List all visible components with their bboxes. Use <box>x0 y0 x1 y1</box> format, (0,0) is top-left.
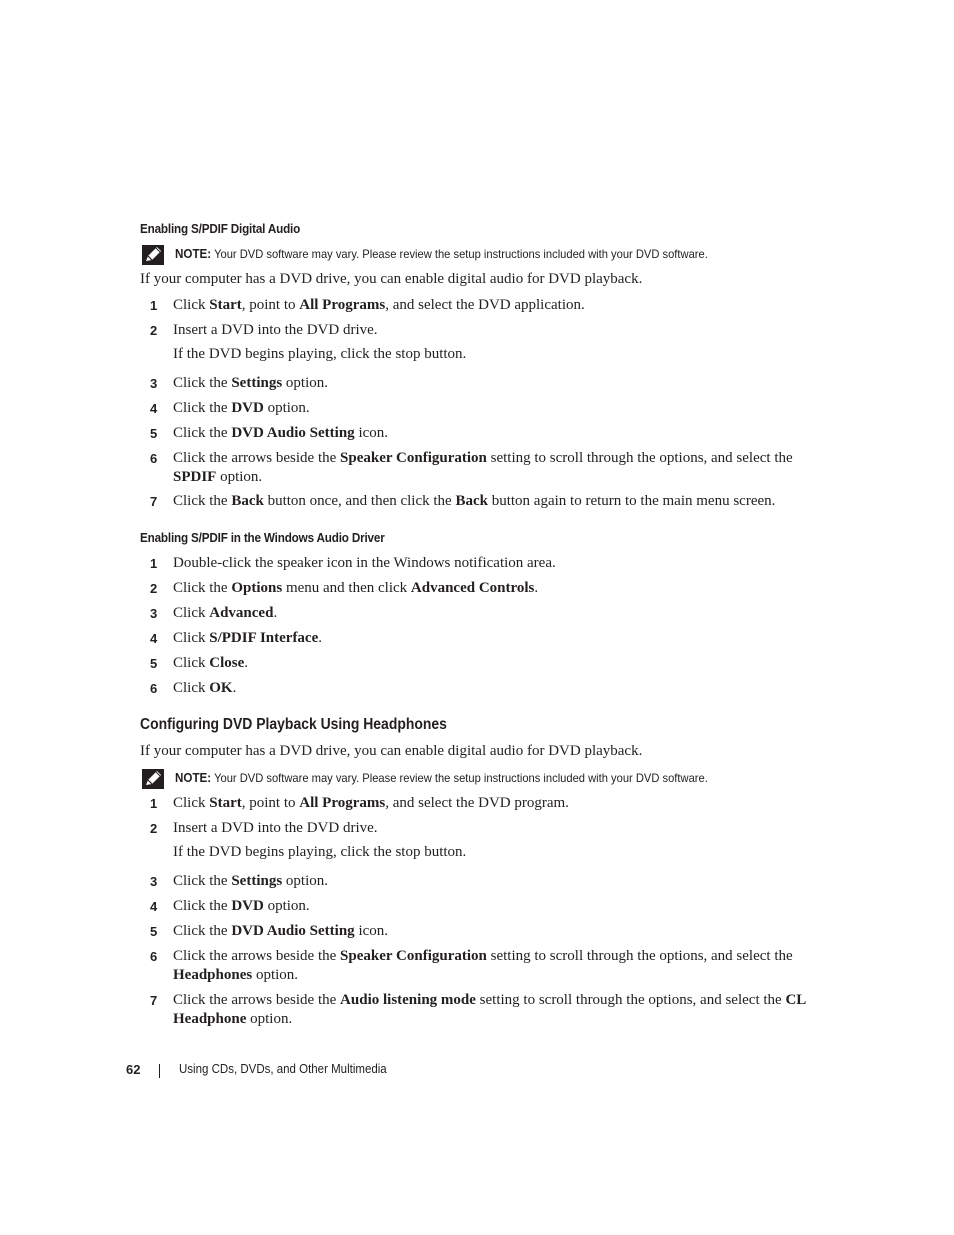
step-number: 7 <box>150 993 158 1008</box>
note-pencil-icon <box>142 769 164 789</box>
ui-term: Close <box>209 655 245 671</box>
chapter-title: Using CDs, DVDs, and Other Multimedia <box>179 1062 387 1076</box>
note-text: Your DVD software may vary. Please review the setup instructions included with your DVD software. <box>211 247 708 261</box>
ui-term: DVD Audio Setting <box>231 923 355 939</box>
ui-term: All Programs <box>299 297 386 313</box>
ui-term: Settings <box>231 873 283 889</box>
section-heading-spdif-audio: Enabling S/PDIF Digital Audio <box>140 221 301 236</box>
ui-term: All Programs <box>299 795 386 811</box>
ui-term: S/PDIF Interface <box>209 630 319 646</box>
ui-term: DVD <box>231 898 264 914</box>
ui-term: Settings <box>231 375 283 391</box>
intro-paragraph: If your computer has a DVD drive, you can enable digital audio for DVD playback. <box>140 743 643 759</box>
note-spdif-audio <box>142 245 842 267</box>
note-text: Your DVD software may vary. Please review the setup instructions included with your DVD software. <box>211 771 708 785</box>
step-number: 5 <box>150 656 158 671</box>
page-number: 62 <box>126 1062 141 1077</box>
ui-term: Speaker Configuration <box>340 450 487 466</box>
ui-term: Start <box>209 795 242 811</box>
note-pencil-icon <box>142 245 164 265</box>
step-number: 3 <box>150 376 158 391</box>
ui-term: DVD Audio Setting <box>231 425 355 441</box>
intro-paragraph: If your computer has a DVD drive, you can enable digital audio for DVD playback. <box>140 271 643 287</box>
step-number: 4 <box>150 401 158 416</box>
step-number: 1 <box>150 796 158 811</box>
ui-term: Back <box>455 493 488 509</box>
ui-term: Headphones <box>173 967 253 983</box>
step-number: 2 <box>150 821 158 836</box>
ui-term: CL Headphone <box>173 992 806 1027</box>
ui-term: OK <box>209 680 233 696</box>
step-number: 3 <box>150 874 158 889</box>
step-number: 4 <box>150 631 158 646</box>
ui-term: Options <box>231 580 283 596</box>
note-headphones <box>142 769 842 791</box>
step-number: 6 <box>150 681 158 696</box>
step-number: 2 <box>150 323 158 338</box>
ui-term: Audio listening mode <box>340 992 476 1008</box>
ui-term: DVD <box>231 400 264 416</box>
step-number: 5 <box>150 426 158 441</box>
step-number: 3 <box>150 606 158 621</box>
step-number: 4 <box>150 899 158 914</box>
step-number: 7 <box>150 494 158 509</box>
step-subtext: If the DVD begins playing, click the stop button. <box>173 346 467 362</box>
step-subtext: If the DVD begins playing, click the stop button. <box>173 844 467 860</box>
ui-term: Advanced Controls <box>410 580 535 596</box>
footer-divider <box>159 1064 160 1078</box>
ui-term: Speaker Configuration <box>340 948 487 964</box>
ui-term: Back <box>231 493 264 509</box>
section-heading-headphones: Configuring DVD Playback Using Headphones <box>140 716 447 733</box>
step-number: 1 <box>150 298 158 313</box>
step-number: 2 <box>150 581 158 596</box>
ui-term: Start <box>209 297 242 313</box>
note-label: NOTE: <box>175 247 212 261</box>
step-number: 5 <box>150 924 158 939</box>
ui-term: SPDIF <box>173 469 217 485</box>
step-number: 1 <box>150 556 158 571</box>
ui-term: Advanced <box>209 605 274 621</box>
step-number: 6 <box>150 451 158 466</box>
note-label: NOTE: <box>175 771 212 785</box>
section-heading-spdif-driver: Enabling S/PDIF in the Windows Audio Driver <box>140 530 385 545</box>
step-number: 6 <box>150 949 158 964</box>
